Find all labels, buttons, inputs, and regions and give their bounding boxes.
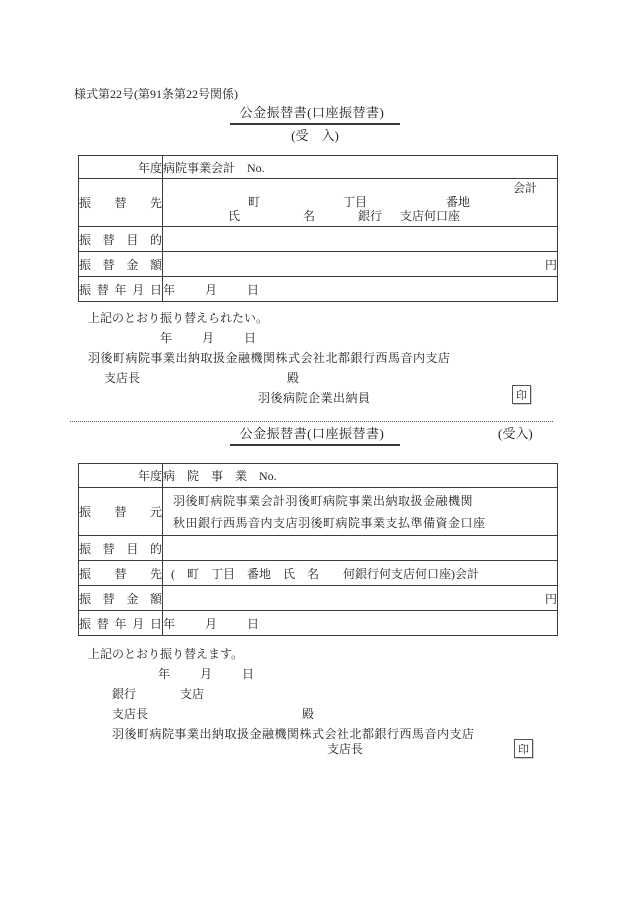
s2-transfer-to-label xyxy=(79,561,163,586)
s1-signer: 羽後病院企業出納員 xyxy=(258,391,371,405)
s2-transfer-to-label-text: 振 替 先 xyxy=(79,566,162,581)
s1-date-label xyxy=(79,277,163,302)
s1-footer-date xyxy=(160,331,256,345)
s1-year-value: 病院事業会計 No. xyxy=(163,156,558,179)
s1-date-value xyxy=(163,277,558,302)
s1-year-label: 年度 xyxy=(79,156,163,179)
s2-date-label xyxy=(79,611,163,636)
section1-title-row xyxy=(0,102,630,125)
s1-statement: 上記のとおり振り替えられたい。 xyxy=(88,311,269,325)
s2-purpose-value xyxy=(163,536,558,561)
s2-date-day: 日 xyxy=(247,616,260,631)
s1-to-surname: 氏 xyxy=(228,209,241,223)
s1-to-branch-account: 支店何口座 xyxy=(400,209,461,223)
s2-purpose-label xyxy=(79,536,163,561)
s1-date-year: 年 xyxy=(163,282,176,297)
s2-signer: 支店長 xyxy=(327,742,364,756)
s2-date-value xyxy=(163,611,558,636)
s2-date-label-text: 振 替 年 月 日 xyxy=(79,616,162,631)
s2-amount-label xyxy=(79,586,163,611)
section1-receipt-mark: (受 入) xyxy=(291,128,339,143)
s1-transfer-to-cell xyxy=(163,179,558,227)
section1-title: 公金振替書(口座振替書) xyxy=(230,102,401,125)
s1-date-day: 日 xyxy=(247,282,260,297)
s2-footer-date-year: 年 xyxy=(158,667,171,681)
s2-year-value: 病 院 事 業 No. xyxy=(163,464,558,488)
s2-date-month: 月 xyxy=(205,616,218,631)
s2-from-line1: 羽後町病院事業会計羽後町病院事業出納取扱金融機関 xyxy=(173,493,474,508)
section-divider xyxy=(70,421,553,422)
s2-amount-label-text: 振 替 金 額 xyxy=(79,591,162,606)
s2-amount-unit: 円 xyxy=(163,586,558,611)
s2-transfer-from-label-text: 振 替 元 xyxy=(79,505,162,519)
s1-amount-label-text: 振 替 金 額 xyxy=(79,257,162,272)
s2-bank-label: 銀行 xyxy=(112,687,137,701)
s1-amount-label xyxy=(79,252,163,277)
s1-to-banchi: 番地 xyxy=(446,195,471,209)
s1-date-month: 月 xyxy=(205,282,218,297)
s1-to-givenname: 名 xyxy=(303,209,316,223)
s2-org-line: 羽後町病院事業出納取扱金融機関株式会社北都銀行西馬音内支店 xyxy=(112,727,475,741)
s2-year-label: 年度 xyxy=(79,464,163,488)
s1-transfer-to-label xyxy=(79,179,163,227)
s2-footer-date-month: 月 xyxy=(200,667,213,681)
s1-transfer-to-label-text: 振 替 先 xyxy=(79,196,162,210)
s1-purpose-label-text: 振 替 目 的 xyxy=(79,232,162,247)
section1-table xyxy=(78,155,558,302)
s2-branch-manager: 支店長 xyxy=(112,707,149,721)
s1-seal-box xyxy=(512,385,531,404)
s2-footer-date-day: 日 xyxy=(242,667,255,681)
s2-from-line2: 秋田銀行西馬音内支店羽後町病院事業支払準備資金口座 xyxy=(173,515,486,530)
s1-to-chome: 丁目 xyxy=(343,195,368,209)
s2-branch-label: 支店 xyxy=(180,687,205,701)
s1-purpose-label xyxy=(79,227,163,252)
s2-purpose-label-text: 振 替 目 的 xyxy=(79,541,162,556)
s1-seal-icon: 印 xyxy=(516,389,527,402)
s1-footer-date-month: 月 xyxy=(202,331,215,345)
s1-amount-unit: 円 xyxy=(163,252,558,277)
s1-to-account: 会計 xyxy=(512,181,537,195)
s1-footer-date-day: 日 xyxy=(244,331,257,345)
s1-branch-manager: 支店長 xyxy=(104,371,141,385)
section2-title: 公金振替書(口座振替書) xyxy=(230,423,401,446)
form-number: 様式第22号(第91条第22号関係) xyxy=(74,87,238,101)
s1-purpose-value xyxy=(163,227,558,252)
s1-to-bank: 銀行 xyxy=(358,209,383,223)
section2-receipt-mark: (受入) xyxy=(498,426,533,441)
s1-footer-date-year: 年 xyxy=(160,331,173,345)
s2-seal-box xyxy=(514,739,533,758)
s2-seal-icon: 印 xyxy=(518,743,529,756)
section2-table xyxy=(78,463,558,636)
s2-statement: 上記のとおり振り替えます。 xyxy=(88,647,244,661)
s2-date-year: 年 xyxy=(163,616,176,631)
s1-date-label-text: 振 替 年 月 日 xyxy=(79,282,162,297)
section2-title-row xyxy=(0,423,630,446)
s2-transfer-from-cell xyxy=(163,488,558,536)
s2-transfer-from-label xyxy=(79,488,163,536)
s1-honorific: 殿 xyxy=(287,371,300,385)
s1-to-town: 町 xyxy=(248,195,261,209)
s2-footer-date xyxy=(158,667,254,681)
s2-transfer-to-value: ( 町 丁目 番地 氏 名 何銀行何支店何口座)会計 xyxy=(163,561,558,586)
s1-org-line: 羽後町病院事業出納取扱金融機関株式会社北都銀行西馬音内支店 xyxy=(88,351,451,365)
s2-honorific: 殿 xyxy=(302,707,315,721)
